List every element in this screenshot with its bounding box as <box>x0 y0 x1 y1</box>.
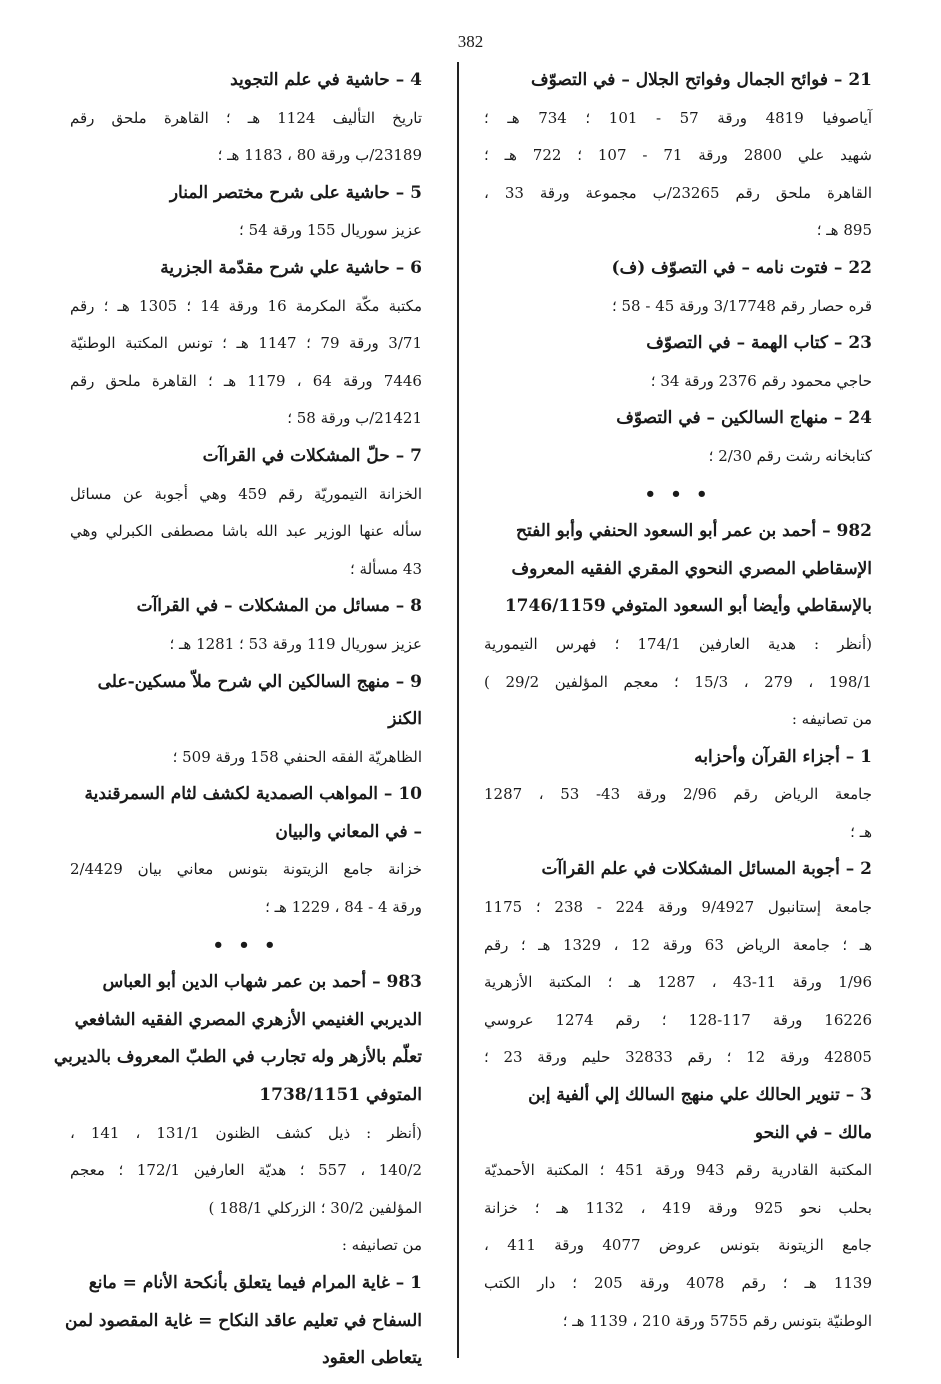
text-line: 16226 ورقة 117-128 ؛ رقم 1274 عروسي <box>484 1010 872 1029</box>
text-line: 42805 ورقة 12 ؛ رقم 32833 حليم ورقة 23 ؛ <box>484 1048 872 1067</box>
entry-heading-line: 21 – فوائح الجمال وفواتح الجلال – في التصوّف <box>531 70 872 90</box>
text-line: 198/1 ، 279 ، 15/3 ؛ معجم المؤلفين 29/2 ) <box>484 672 872 691</box>
entry-heading-line: – في المعاني والبيان <box>275 821 422 842</box>
entry-heading-line: الكنز <box>388 709 422 730</box>
text-line: تاريخ التأليف 1124 هـ ؛ القاهرة ملحق رقم <box>70 108 422 127</box>
entry-heading-line: 22 – فتوت نامه – في التصوّف (ف) <box>611 257 872 278</box>
text-line: قره حصار رقم 3/17748 ورقة 45 - 58 ؛ <box>611 296 872 315</box>
entry-heading-line: 9 – منهج السالكين الي شرح ملاّ مسكين-على <box>97 671 422 692</box>
text-line: جامعة الرياض رقم 2/96 ورقة 43- 53 ، 1287 <box>484 785 872 804</box>
entry-heading-line: 1 – غاية المرام فيما يتعلق بأنكحة الأنام = مانع <box>88 1273 422 1293</box>
text-line: (أنظر : ذيل كشف الظنون 131/1 ، 141 ، <box>70 1123 422 1142</box>
text-line: (أنظر : هدية العارفين 174/1 ؛ فهرس التيمورية <box>484 634 873 653</box>
text-line: هـ ؛ <box>850 822 872 841</box>
entry-heading-line: مالك – في النحو <box>754 1122 872 1143</box>
text-line: المؤلفين 30/2 ؛ الزركلي 188/1 ) <box>208 1198 422 1217</box>
text-line: الوطنيّة بتونس رقم 5755 ورقة 210 ، 1139 هـ ؛ <box>562 1311 872 1330</box>
entry-heading-line: 6 – حاشية علي شرح مقدّمة الجزرية <box>160 257 422 278</box>
text-line: من تصانيفه : <box>791 710 872 729</box>
text-line: المكتبة القادرية رقم 943 ورقة 451 ؛ المكتبة الأحمديّة <box>484 1161 872 1180</box>
section-separator: • • • <box>644 483 712 505</box>
entry-heading-line: 10 – المواهب الصمدية لكشف لثام السمرقندية <box>84 784 422 805</box>
text-line: سأله عنها الوزير عبد الله باشا مصطفى الكبرلي وهي <box>70 522 422 541</box>
text-line: 895 هـ ؛ <box>816 221 872 240</box>
entry-heading-line: المتوفي 1738/1151 <box>259 1085 422 1106</box>
entry-heading-line: 983 – أحمد بن عمر شهاب الدين أبو العباس <box>102 972 422 993</box>
page-number: 382 <box>457 32 484 51</box>
text-line: القاهرة ملحق رقم 23265/ب مجموعة ورقة 33 ، <box>484 183 872 202</box>
text-line: 3/71 ورقة 79 ؛ 1147 هـ ؛ تونس المكتبة الوطنيّة <box>70 334 422 353</box>
text-line: الخزانة التيموريّة رقم 459 وهي أجوبة عن مسائل <box>70 484 422 503</box>
text-line: 23189/ب ورقة 80 ، 1183 هـ ؛ <box>217 146 422 165</box>
text-line: الظاهريّة الفقه الحنفي 158 ورقة 509 ؛ <box>172 747 422 766</box>
text-line: مكتبة مكّة المكرمة 16 ورقة 14 ؛ 1305 هـ ؛ رقم <box>70 296 422 315</box>
text-line: من تصانيفه : <box>341 1236 422 1255</box>
entry-heading-line: 8 – مسائل من المشكلات – في القراآت <box>136 596 422 617</box>
text-line: عزيز سوريال 119 ورقة 53 ؛ 1281 هـ ؛ <box>169 634 422 653</box>
entry-heading-line: 7 – حلّ المشكلات في القراآت <box>202 445 422 466</box>
text-line: شهيد علي 2800 ورقة 71 - 107 ؛ 722 هـ ؛ <box>484 146 872 165</box>
entry-heading-line: 1 – أجزاء القرآن وأحزابه <box>694 746 872 767</box>
left-column <box>53 62 422 1378</box>
entry-heading-line: 982 – أحمد بن عمر أبو السعود الحنفي وأبو الفتح <box>516 521 872 542</box>
text-line: 1139 هـ ؛ رقم 4078 ورقة 205 ؛ دار الكتب <box>484 1274 872 1292</box>
entry-heading-line: الإسقاطي المصري النحوي المقري الفقيه المعروف <box>511 558 872 579</box>
right-column <box>484 62 872 1340</box>
entry-heading-line: يتعاطى العقود <box>322 1348 422 1369</box>
entry-heading-line: تعلّم بالأزهر وله تجارب في الطبّ المعروف بالديربي <box>53 1047 422 1068</box>
entry-heading-line: 23 – كتاب الهمة – في التصوّف <box>646 333 872 354</box>
text-line: بحلب نحو 925 ورقة 419 ، 1132 هـ ؛ خزانة <box>484 1198 872 1217</box>
text-line: 43 مسألة ؛ <box>350 559 422 578</box>
entry-heading-line: 4 – حاشية في علم التجويد <box>230 70 422 90</box>
entry-heading-line: 3 – تنوير الحالك علي منهج السالك إلي ألفية إبن <box>528 1085 872 1106</box>
entry-heading-line: 2 – أجوبة المسائل المشكلات في علم القراآت <box>541 859 872 880</box>
entry-heading-line: 24 – منهاج السالكين – في التصوّف <box>616 408 872 429</box>
text-line: 21421/ب ورقة 58 ؛ <box>287 409 422 428</box>
text-line: جامع الزيتونة بتونس عروض 4077 ورقة 411 ، <box>484 1236 872 1255</box>
entry-heading-line: السفاح في تعليم عاقد النكاح = غاية المقصود لمن <box>65 1310 422 1331</box>
entry-heading-line: بالإسقاطي وأيضا أبو السعود المتوفي 1746/1159 <box>504 596 872 617</box>
text-line: هـ ؛ جامعة الرياض 63 ورقة 12 ، 1329 هـ ؛ رقم <box>484 935 872 954</box>
text-line: 7446 ورقة 64 ، 1179 هـ ؛ القاهرة ملحق رقم <box>70 371 422 390</box>
text-line: ورقة 4 - 84 ، 1229 هـ ؛ <box>265 898 422 917</box>
column-divider <box>457 62 459 1358</box>
text-line: جامعة إستانبول 9/4927 ورقة 224 - 238 ؛ 1175 <box>484 898 872 917</box>
text-line: آياصوفيا 4819 ورقة 57 - 101 ؛ 734 هـ ؛ <box>484 108 873 127</box>
entry-heading-line: الديربي الغنيمي الأزهري المصري الفقيه الشافعي <box>74 1009 422 1030</box>
text-line: خزانة جامع الزيتونة بتونس معاني بيان 2/4429 <box>70 860 422 879</box>
section-separator: • • • <box>212 934 280 956</box>
text-line: عزيز سوريال 155 ورقة 54 ؛ <box>239 221 422 240</box>
entry-heading-line: 5 – حاشية على شرح مختصر المنار <box>169 182 422 203</box>
text-line: كتابخانه رشت رقم 2/30 ؛ <box>708 446 872 465</box>
text-line: 140/2 ، 557 ؛ هديّة العارفين 172/1 ؛ معجم <box>70 1161 422 1180</box>
text-line: حاجي محمود رقم 2376 ورقة 34 ؛ <box>650 371 872 390</box>
text-line: 1/96 ورقة 11-43 ، 1287 هـ ؛ المكتبة الأزهرية <box>484 973 872 992</box>
